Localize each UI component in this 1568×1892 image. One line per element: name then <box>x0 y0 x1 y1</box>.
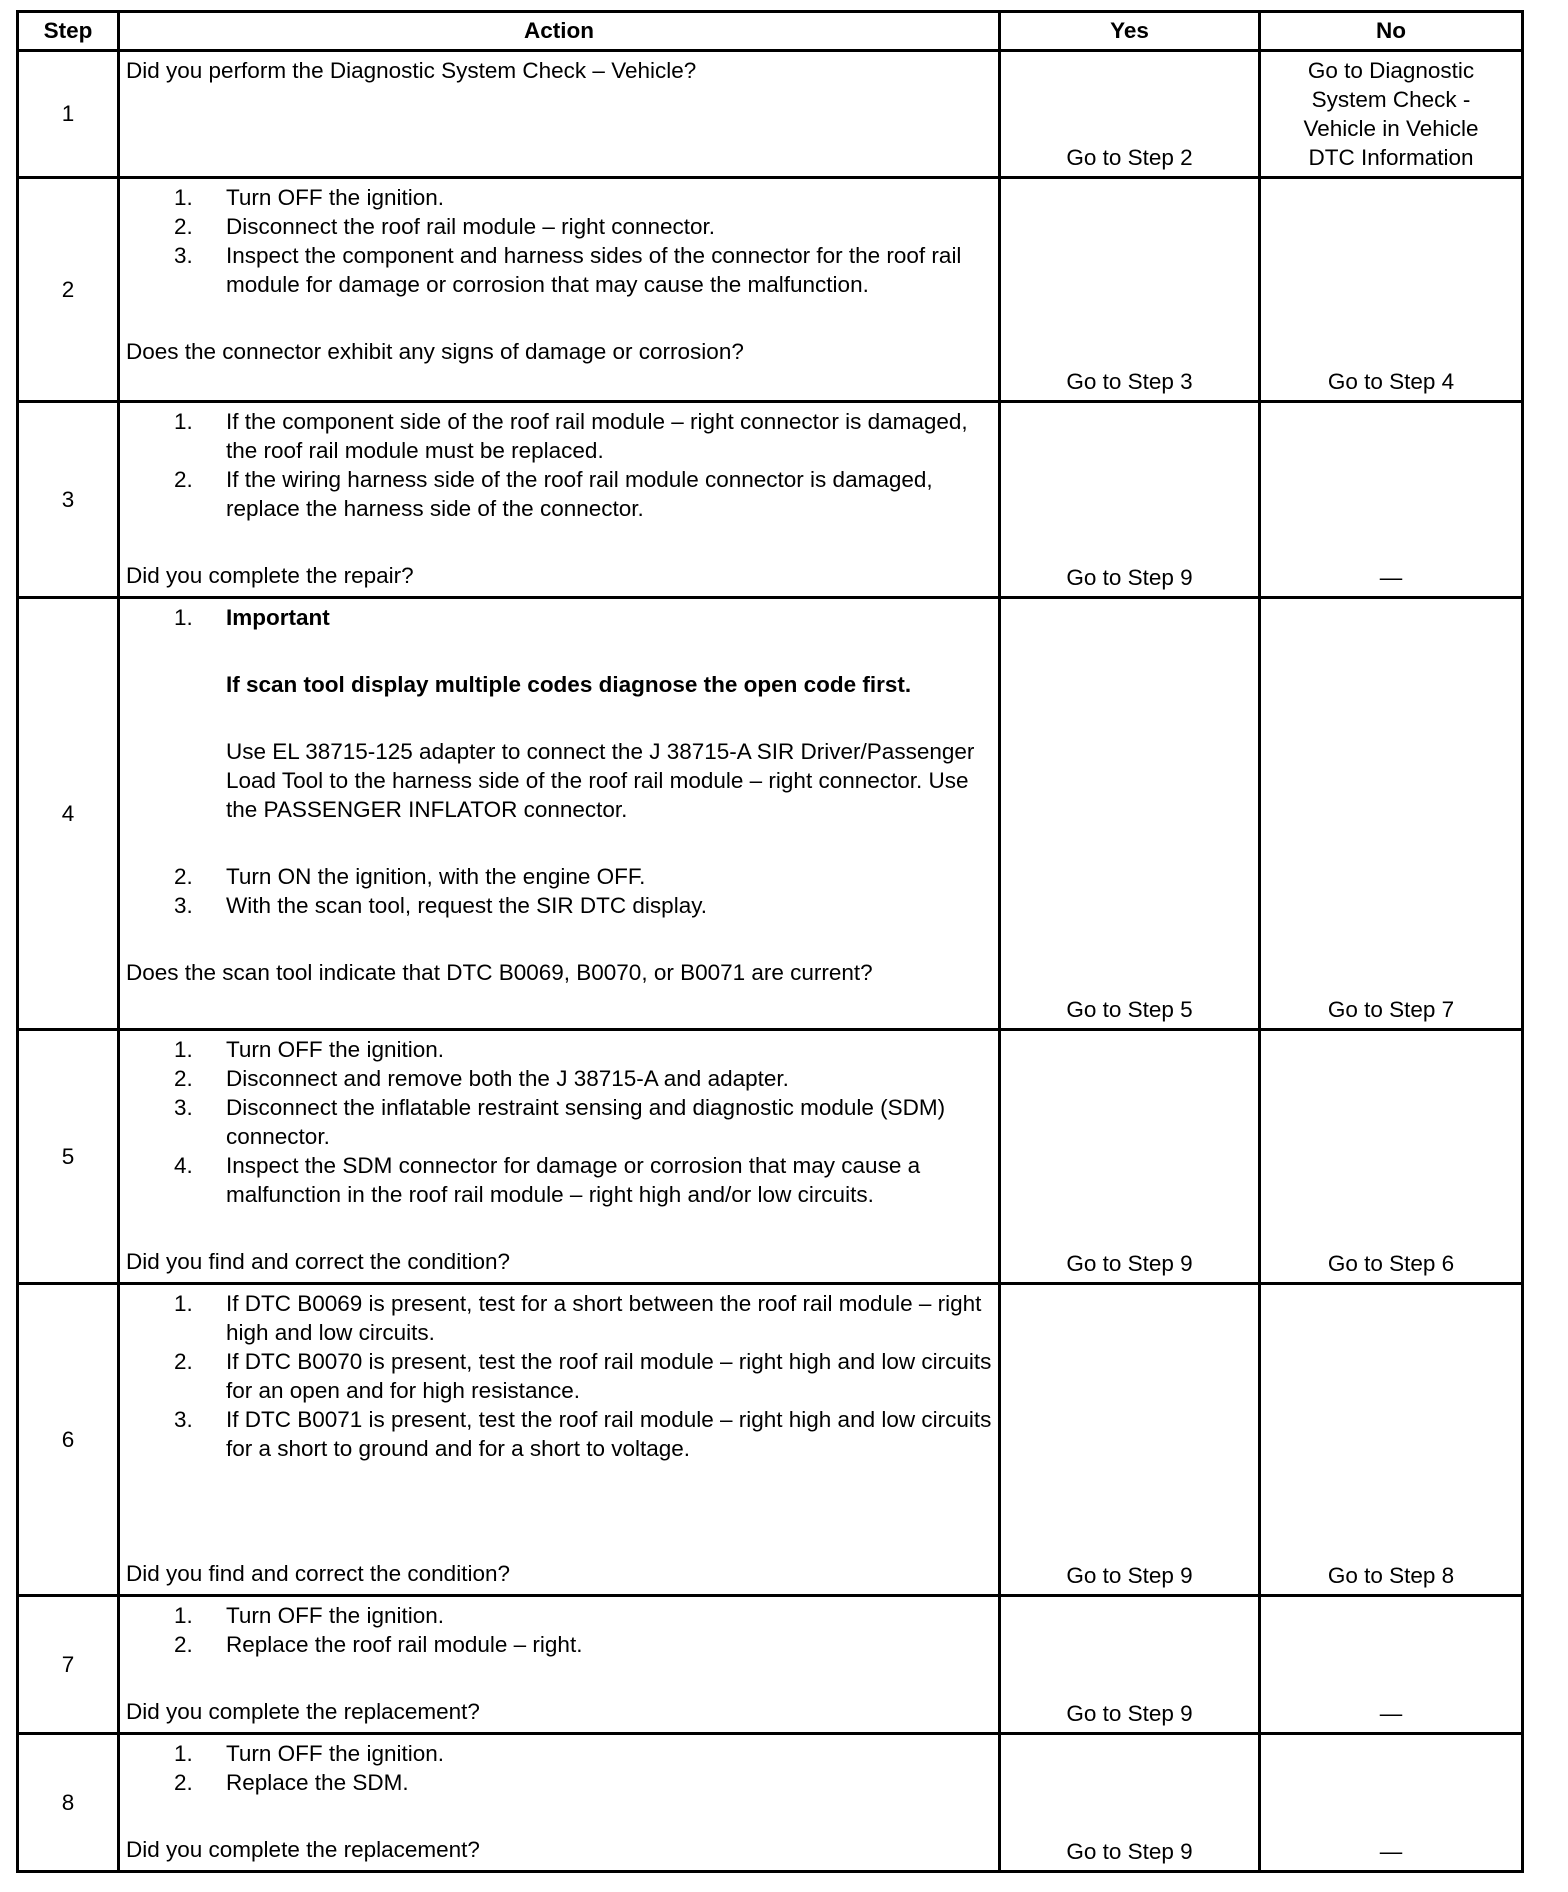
no-cell <box>1260 598 1523 1030</box>
action-cell <box>119 1734 1000 1872</box>
step-number: 5 <box>18 1030 119 1284</box>
diagnostic-steps-table <box>16 10 1524 1873</box>
list-item: 2. Disconnect and remove both the J 38715-A and adapter. <box>174 1066 789 1091</box>
action-cell <box>119 402 1000 598</box>
yes-cell <box>1000 402 1260 598</box>
adapter-instruction: Use EL 38715-125 adapter to connect the J 38715-A SIR Driver/Passenger Load Tool to the harness side of the roof rail module – right connector. Use the PASSENGER INFLATOR connector. <box>226 739 975 822</box>
list-item: 1. If the component side of the roof rail module – right connector is damaged, the roof rail module must be replaced. <box>174 409 968 463</box>
no-cell <box>1260 1596 1523 1734</box>
table-row-step-2 <box>18 178 1523 402</box>
step-number: 1 <box>18 51 119 178</box>
list-item: 2. If the wiring harness side of the roof rail module connector is damaged, replace the harness side of the connector. <box>174 467 933 521</box>
yes-answer: Go to Step 9 <box>1066 1701 1193 1726</box>
step-number: 6 <box>18 1284 119 1596</box>
yes-answer: Go to Step 9 <box>1066 1839 1193 1864</box>
step-question: Did you complete the replacement? <box>126 1699 480 1724</box>
step-instructions <box>126 183 992 299</box>
list-item: 1. Turn OFF the ignition. <box>174 1741 445 1766</box>
header-yes: Yes <box>1000 12 1260 51</box>
step-instructions <box>126 1035 992 1209</box>
list-item: 3. If DTC B0071 is present, test the roof rail module – right high and low circuits for a short to ground and for a short to voltage. <box>174 1407 992 1461</box>
important-note: If scan tool display multiple codes diagnose the open code first. <box>226 672 912 697</box>
list-item: 1. Important If scan tool display multiple codes diagnose the open code first. Use EL 38715-125 adapter to connect the J 38715-A SIR Driver/Passenger Load Tool to the harness side of the roof rail module – right connector. Use the PASSENGER INFLATOR connector. <box>126 603 992 824</box>
no-answer: Go to Diagnostic System Check - Vehicle in Vehicle DTC Information <box>1303 58 1479 170</box>
list-item: 2. If DTC B0070 is present, test the roof rail module – right high and low circuits for an open and for high resistance. <box>174 1349 992 1403</box>
list-item: 3. With the scan tool, request the SIR DTC display. <box>174 893 708 918</box>
no-cell <box>1260 1734 1523 1872</box>
action-cell <box>119 51 1000 178</box>
list-item: 2. Replace the SDM. <box>174 1770 409 1795</box>
step-number: 3 <box>18 402 119 598</box>
header-no: No <box>1260 12 1523 51</box>
no-answer: Go to Step 8 <box>1327 1563 1455 1588</box>
step-number: 7 <box>18 1596 119 1734</box>
no-answer: Go to Step 7 <box>1327 997 1455 1022</box>
table-row-step-5 <box>18 1030 1523 1284</box>
table-row-step-6 <box>18 1284 1523 1596</box>
no-answer: — <box>1379 565 1403 590</box>
step-instructions <box>126 603 992 824</box>
table-header-row <box>18 12 1523 51</box>
yes-answer: Go to Step 9 <box>1066 1563 1193 1588</box>
header-step: Step <box>18 12 119 51</box>
step-question: Does the scan tool indicate that DTC B0069, B0070, or B0071 are current? <box>126 960 873 985</box>
no-cell <box>1260 1284 1523 1596</box>
yes-answer: Go to Step 2 <box>1066 145 1193 170</box>
table-row-step-1 <box>18 51 1523 178</box>
yes-answer: Go to Step 3 <box>1066 369 1193 394</box>
yes-cell <box>1000 178 1260 402</box>
list-item: 2. Replace the roof rail module – right. <box>174 1632 583 1657</box>
table-row-step-4 <box>18 598 1523 1030</box>
no-cell <box>1260 178 1523 402</box>
yes-answer: Go to Step 9 <box>1066 1251 1193 1276</box>
step-instructions <box>126 1739 992 1797</box>
important-label: Important <box>226 605 330 630</box>
step-question: Did you complete the replacement? <box>126 1837 480 1862</box>
yes-cell <box>1000 1596 1260 1734</box>
step-question: Did you find and correct the condition? <box>126 1561 510 1586</box>
step-question: Did you find and correct the condition? <box>126 1249 510 1274</box>
step-number: 8 <box>18 1734 119 1872</box>
no-answer: Go to Step 4 <box>1327 369 1455 394</box>
list-item: 4. Inspect the SDM connector for damage or corrosion that may cause a malfunction in the roof rail module – right high and/or low circuits. <box>174 1153 921 1207</box>
yes-cell <box>1000 1284 1260 1596</box>
action-cell <box>119 1284 1000 1596</box>
header-action: Action <box>119 12 1000 51</box>
list-item: 3. Inspect the component and harness sides of the connector for the roof rail module for damage or corrosion that may cause the malfunction. <box>174 243 962 297</box>
yes-cell <box>1000 1734 1260 1872</box>
action-cell <box>119 1030 1000 1284</box>
table-row-step-3 <box>18 402 1523 598</box>
no-cell <box>1260 51 1523 178</box>
action-cell <box>119 598 1000 1030</box>
list-item: 1. Turn OFF the ignition. <box>174 1037 445 1062</box>
action-cell <box>119 178 1000 402</box>
step-instructions <box>126 1289 992 1463</box>
no-answer: — <box>1379 1701 1403 1726</box>
step-question: Did you complete the repair? <box>126 563 414 588</box>
yes-cell <box>1000 51 1260 178</box>
step-number: 2 <box>18 178 119 402</box>
list-item: 2. Turn ON the ignition, with the engine OFF. <box>174 864 646 889</box>
step-instructions <box>126 862 992 920</box>
no-answer: — <box>1379 1839 1403 1864</box>
step-question: Did you perform the Diagnostic System Check – Vehicle? <box>126 58 697 83</box>
step-instructions <box>126 1601 992 1659</box>
diagnostic-table-page <box>16 10 1521 1863</box>
yes-answer: Go to Step 5 <box>1066 997 1193 1022</box>
no-answer: Go to Step 6 <box>1327 1251 1455 1276</box>
list-item: 1. If DTC B0069 is present, test for a short between the roof rail module – right high and low circuits. <box>174 1291 982 1345</box>
step-number: 4 <box>18 598 119 1030</box>
table-row-step-8 <box>18 1734 1523 1872</box>
action-cell <box>119 1596 1000 1734</box>
step-instructions <box>126 407 992 523</box>
yes-answer: Go to Step 9 <box>1066 565 1193 590</box>
list-item: 2. Disconnect the roof rail module – right connector. <box>174 214 716 239</box>
yes-cell <box>1000 598 1260 1030</box>
list-item: 1. Turn OFF the ignition. <box>174 185 445 210</box>
step-question: Does the connector exhibit any signs of damage or corrosion? <box>126 339 744 364</box>
table-row-step-7 <box>18 1596 1523 1734</box>
yes-cell <box>1000 1030 1260 1284</box>
list-item: 1. Turn OFF the ignition. <box>174 1603 445 1628</box>
no-cell <box>1260 1030 1523 1284</box>
no-cell <box>1260 402 1523 598</box>
list-item: 3. Disconnect the inflatable restraint sensing and diagnostic module (SDM) connector. <box>174 1095 946 1149</box>
